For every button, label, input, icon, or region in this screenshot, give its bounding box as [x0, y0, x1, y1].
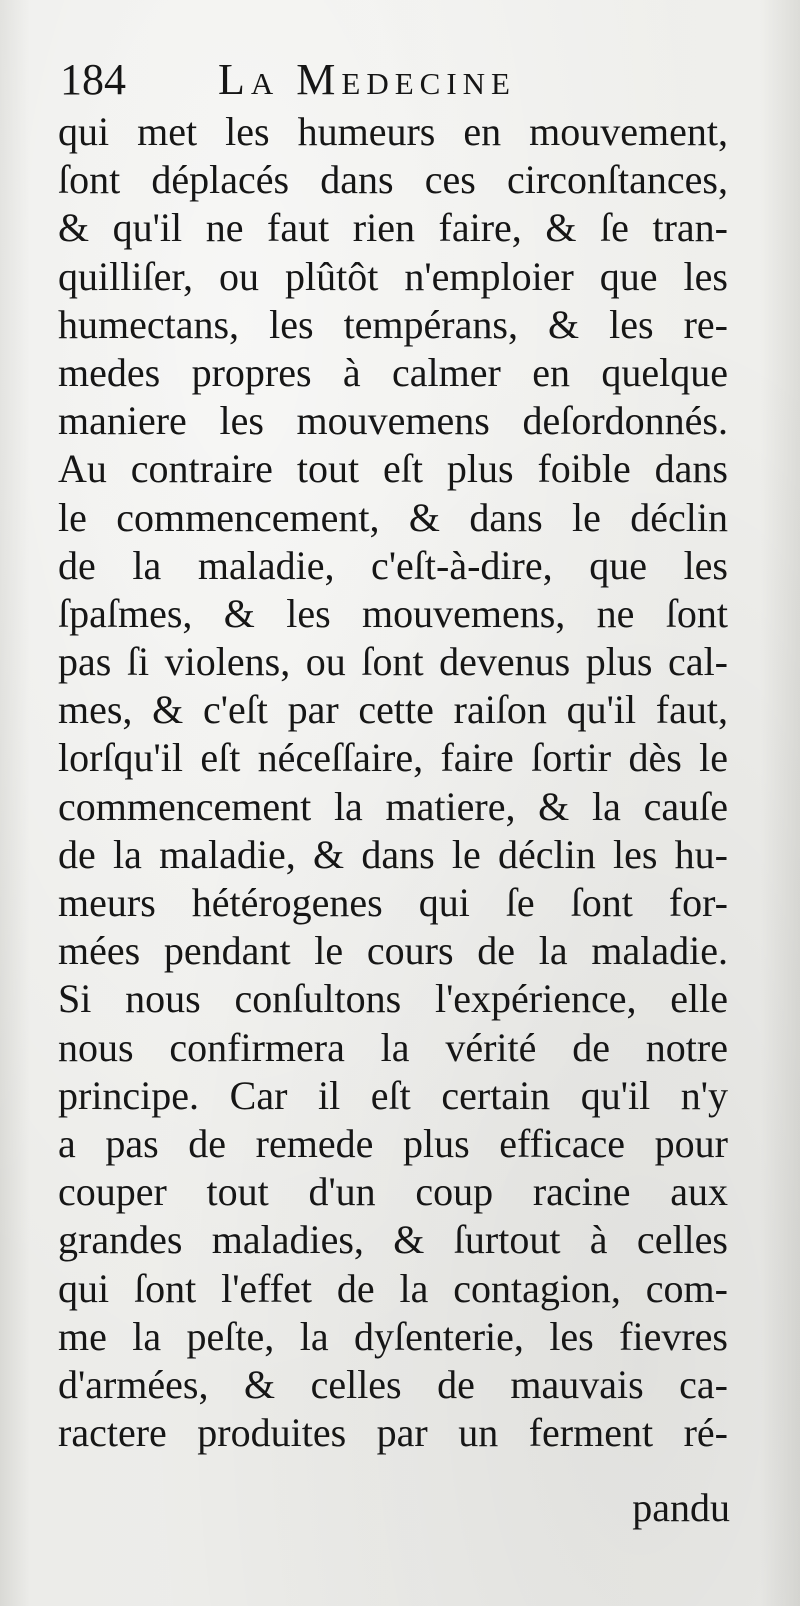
- text-line: meurs hétérogenes qui ſe ſont for-: [58, 880, 728, 925]
- text-line: mes, & c'eſt par cette raiſon qu'il faut,: [58, 687, 728, 733]
- text-line: d'armées, & celles de mauvais ca-: [58, 1361, 728, 1407]
- text-line: lorſqu'il eſt néceſſaire, faire ſortir dès le: [58, 735, 728, 781]
- text-line: le commencement, & dans le déclin: [58, 494, 728, 540]
- text-line: & qu'il ne faut rien faire, & ſe tran-: [58, 205, 728, 251]
- text-line: maniere les mouvemens deſordonnés.: [58, 398, 728, 444]
- text-line: nous confirmera la vérité de notre: [58, 1024, 728, 1070]
- text-line: humectans, les tempérans, & les re-: [58, 301, 728, 347]
- text-line: medes propres à calmer en quelque: [58, 349, 728, 395]
- text-line: qui met les humeurs en mouvement,: [58, 109, 728, 154]
- page-header: [60, 52, 740, 108]
- running-title: La Medecine: [218, 55, 516, 104]
- text-line: principe. Car il eſt certain qu'il n'y: [58, 1072, 728, 1118]
- text-line: grandes maladies, & ſurtout à celles: [58, 1217, 728, 1263]
- text-line: de la maladie, c'eſt-à-dire, que les: [58, 542, 728, 588]
- text-line: mées pendant le cours de la maladie.: [58, 928, 728, 974]
- text-line: a pas de remede plus efficace pour: [58, 1120, 728, 1166]
- text-line: ſont déplacés dans ces circonſtances,: [58, 157, 728, 203]
- catchword: pandu: [632, 1485, 730, 1530]
- text-line: couper tout d'un coup racine aux: [58, 1169, 728, 1215]
- page-number: 184: [60, 55, 126, 104]
- text-line: qui ſont l'effet de la contagion, com-: [58, 1265, 728, 1311]
- text-line: quilliſer, ou plûtôt n'emploier que les: [58, 253, 728, 299]
- text-line: ractere produites par un ferment ré-: [58, 1410, 728, 1456]
- text-line: commencement la matiere, & la cauſe: [58, 783, 728, 829]
- text-line: de la maladie, & dans le déclin les hu-: [58, 831, 728, 877]
- text-line: Au contraire tout eſt plus foible dans: [58, 446, 728, 492]
- text-line: ſpaſmes, & les mouvemens, ne ſont: [58, 590, 728, 636]
- text-line: pas ſi violens, ou ſont devenus plus cal-: [58, 639, 728, 685]
- text-line: Si nous conſultons l'expérience, elle: [58, 976, 728, 1022]
- body-text: [58, 108, 728, 1457]
- text-line: me la peſte, la dyſenterie, les fievres: [58, 1313, 728, 1359]
